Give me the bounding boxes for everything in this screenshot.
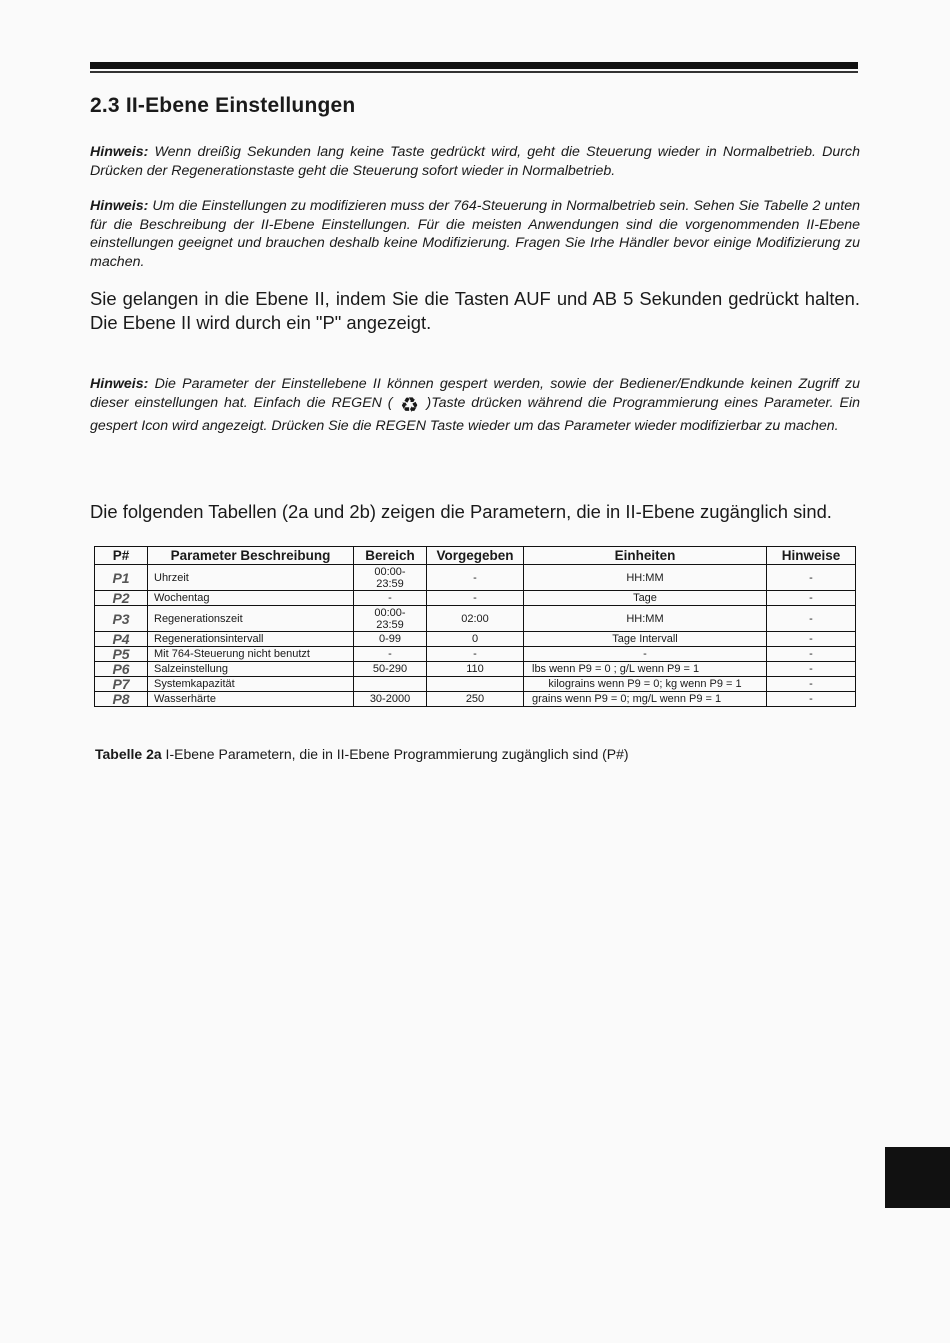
- param-description: Salzeinstellung: [148, 662, 354, 677]
- top-rule: [90, 62, 858, 69]
- recycle-icon: ♻: [400, 393, 419, 417]
- param-default: 250: [427, 692, 524, 707]
- param-note: -: [767, 647, 856, 662]
- note-1: [90, 143, 860, 180]
- param-unit: kilograins wenn P9 = 0; kg wenn P9 = 1: [524, 677, 767, 692]
- param-id: P3: [95, 606, 148, 632]
- table-row: [95, 606, 856, 632]
- param-note: -: [767, 677, 856, 692]
- param-default: 110: [427, 662, 524, 677]
- param-description: Uhrzeit: [148, 565, 354, 591]
- param-description: Wasserhärte: [148, 692, 354, 707]
- note-1-label: Hinweis:: [90, 144, 149, 160]
- param-range: 50-290: [354, 662, 427, 677]
- header-description: Parameter Beschreibung: [148, 547, 354, 565]
- param-range: [354, 565, 427, 591]
- param-description: Systemkapazität: [148, 677, 354, 692]
- table-header-row: [95, 547, 856, 565]
- note-2-text: Um die Einstellungen zu modifizieren muss der 764-Steuerung in Normalbetrieb sein. Sehen Sie Tabelle 2 unten für die Beschreibung der II-Ebene Einstellungen. Für die meisten Anwendungen sind die vorgenommenden II-Ebene einstellungen geeignet und brauchen deshalb keine Modifizierung. Fragen Sie Irhe Händler bevor einige Modifizierung zu machen.: [90, 198, 860, 270]
- table-caption-text: I-Ebene Parametern, die in II-Ebene Programmierung zugänglich sind (P#): [161, 746, 629, 762]
- table-caption: [95, 746, 629, 762]
- param-id: P8: [95, 692, 148, 707]
- param-unit: Tage: [524, 591, 767, 606]
- section-title: 2.3 II-Ebene Einstellungen: [90, 94, 356, 117]
- param-id: P2: [95, 591, 148, 606]
- top-rule-thin: [90, 71, 858, 73]
- param-id: P5: [95, 647, 148, 662]
- param-id: P4: [95, 632, 148, 647]
- param-note: -: [767, 662, 856, 677]
- param-unit: HH:MM: [524, 565, 767, 591]
- param-unit: lbs wenn P9 = 0 ; g/L wenn P9 = 1: [524, 662, 767, 677]
- param-id: P1: [95, 565, 148, 591]
- header-p: P#: [95, 547, 148, 565]
- header-notes: Hinweise: [767, 547, 856, 565]
- param-unit: -: [524, 647, 767, 662]
- param-description: Regenerationszeit: [148, 606, 354, 632]
- table-row: [95, 692, 856, 707]
- note-2-label: Hinweis:: [90, 198, 149, 214]
- table-row: [95, 632, 856, 647]
- param-description: Regenerationsintervall: [148, 632, 354, 647]
- param-range: 0-99: [354, 632, 427, 647]
- param-default: -: [427, 647, 524, 662]
- param-default: 02:00: [427, 606, 524, 632]
- note-3-label: Hinweis:: [90, 376, 149, 392]
- header-default: Vorgegeben: [427, 547, 524, 565]
- param-range: [354, 606, 427, 632]
- param-range: [354, 677, 427, 692]
- note-1-text: Wenn dreißig Sekunden lang keine Taste gedrückt wird, geht die Steuerung wieder in Normalbetrieb. Durch Drücken der Regenerationstaste geht die Steuerung sofort wieder in Normalbetrieb.: [90, 144, 860, 179]
- param-unit: grains wenn P9 = 0; mg/L wenn P9 = 1: [524, 692, 767, 707]
- page-edge-tab: [885, 1147, 950, 1208]
- table-row: [95, 565, 856, 591]
- param-default: -: [427, 565, 524, 591]
- table-row: [95, 591, 856, 606]
- note-3-text-b: )Taste drücken während die Programmierung eines Parameter. Ein gespert Icon wird angezeigt. Drücken Sie die REGEN Taste wieder um das Parameter wieder modifizierbar zu machen.: [90, 394, 860, 434]
- param-range: -: [354, 591, 427, 606]
- param-unit: Tage Intervall: [524, 632, 767, 647]
- param-note: -: [767, 606, 856, 632]
- header-range: Bereich: [354, 547, 427, 565]
- table-row: [95, 647, 856, 662]
- param-id: P7: [95, 677, 148, 692]
- note-2: [90, 197, 860, 271]
- param-description: Mit 764-Steuerung nicht benutzt: [148, 647, 354, 662]
- param-id: P6: [95, 662, 148, 677]
- table-row: [95, 662, 856, 677]
- body-text-level-access: Sie gelangen in die Ebene II, indem Sie die Tasten AUF und AB 5 Sekunden gedrückt halten. Die Ebene II wird durch ein "P" angezeigt.: [90, 288, 860, 333]
- table-row: [95, 677, 856, 692]
- note-3: [90, 375, 860, 435]
- param-note: -: [767, 692, 856, 707]
- param-unit: HH:MM: [524, 606, 767, 632]
- param-note: -: [767, 591, 856, 606]
- param-default: [427, 677, 524, 692]
- param-note: -: [767, 632, 856, 647]
- param-default: 0: [427, 632, 524, 647]
- param-range-text: 00:00- 23:59: [374, 606, 406, 631]
- param-range: -: [354, 647, 427, 662]
- param-range-text: 00:00- 23:59: [374, 565, 406, 590]
- table-caption-label: Tabelle 2a: [95, 746, 162, 762]
- note-3-text-a: Die Parameter der Einstellebene II können gespert werden, sowie der Bediener/Endkunde keinen Zugriff zu dieser einstellungen hat. Einfach die REGEN (: [90, 376, 860, 411]
- param-note: -: [767, 565, 856, 591]
- param-range: 30-2000: [354, 692, 427, 707]
- header-units: Einheiten: [524, 547, 767, 565]
- param-default: -: [427, 591, 524, 606]
- body-text-tables-intro: Die folgenden Tabellen (2a und 2b) zeigen die Parametern, die in II-Ebene zugänglich sind.: [90, 501, 832, 522]
- parameter-table: [94, 546, 856, 707]
- param-description: Wochentag: [148, 591, 354, 606]
